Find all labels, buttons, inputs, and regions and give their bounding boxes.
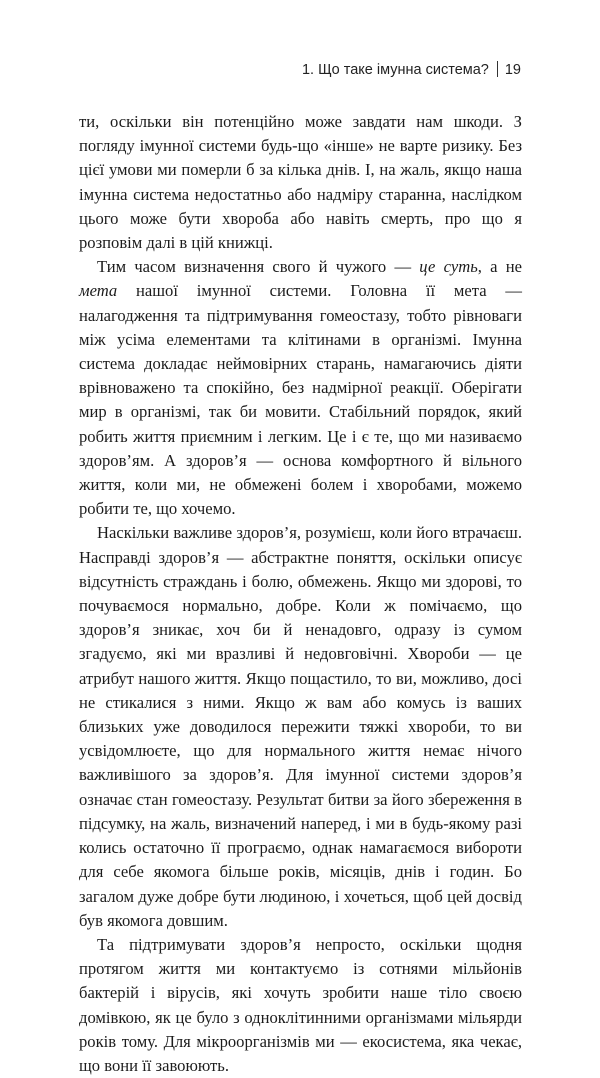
paragraph-2-text-b: , а не	[477, 257, 522, 277]
paragraph-1: ти, оскільки він потенційно може завдати нам шкоди. З погляду імунної системи будь-що «інше» не варте ризику. Без цієї умови ми померли б за кілька днів. І, на жаль, якщо наша імунна система недостатньо або надміру старанна, наслідком цього може бути хвороба або навіть смерть, про що я розповім далі в цій книжці.	[79, 112, 522, 253]
chapter-title: 1. Що таке імунна система?	[301, 62, 489, 78]
paragraph-2-text-a: Тим часом визначення свого й чужого —	[97, 257, 420, 277]
paragraph-3: Наскільки важливе здоров’я, розумієш, коли його втрачаєш. Насправді здоров’я — абстрактне поняття, оскільки описує відсутність страждань і болю, обмежень. Якщо ми здорові, то почуваємося нормально, добре. Коли ж помічаємо, що здоров’я зникає, хоч би й ненадовго, одразу із сумом згадуємо, які ми вразливі й недовговічні. Хвороби — це атрибут нашого життя. Якщо пощастило, то ви, можливо, досі не стикалися з ними. Якщо ж вам або комусь із ваших близьких уже доводилося пережити тяжкі хвороби, то ви усвідомлюєте, що для нормального життя немає нічого важливішого за здоров’я. Для імунної системи здоров’я означає стан гомеостазу. Результат битви за його збереження в підсумку, на жаль, визначений наперед, і ми в будь-якому разі колись остаточно її програємо, однак намагаємося вибороти для себе якомога більше років, місяців, днів і годин. Бо загалом дуже добре бути людиною, і хочеться, щоб цей досвід був якомога довшим.	[79, 523, 522, 930]
running-head	[302, 60, 521, 80]
page-number: 19	[504, 62, 521, 78]
paragraph-2-text-c: нашої імунної системи. Головна її мета — налагодження та підтримування гомеостазу, тобто рівноваги між усіма елементами та клітинами в організмі. Імунна система докладає неймовірних старань, намагаючись діяти врівноважено та спокійно, без надмірної реакції. Оберігати мир в організмі, так би мовити. Стабільний порядок, який робить життя приємним і легким. Це і є те, що ми називаємо здоров’ям. А здоров’я — основа комфортного й вільного життя, коли ми, не обмежені болем і хворобами, можемо робити те, що хочемо.	[79, 281, 522, 519]
body-text	[79, 110, 522, 1078]
header-divider	[497, 61, 498, 77]
emphasis-essence: це суть	[419, 257, 478, 277]
paragraph-4: Та підтримувати здоров’я непросто, оскільки щодня протягом життя ми контактуємо із сотнями мільйонів бактерій і вірусів, які хочуть зробити наше тіло своєю домівкою, як це було з одноклітинними організмами мільярди років тому. Для мікроорганізмів ми — екосистема, яка чекає, що вони її завоюють.	[79, 934, 522, 1075]
emphasis-goal: мета	[79, 281, 118, 301]
paragraph-2	[79, 255, 522, 521]
